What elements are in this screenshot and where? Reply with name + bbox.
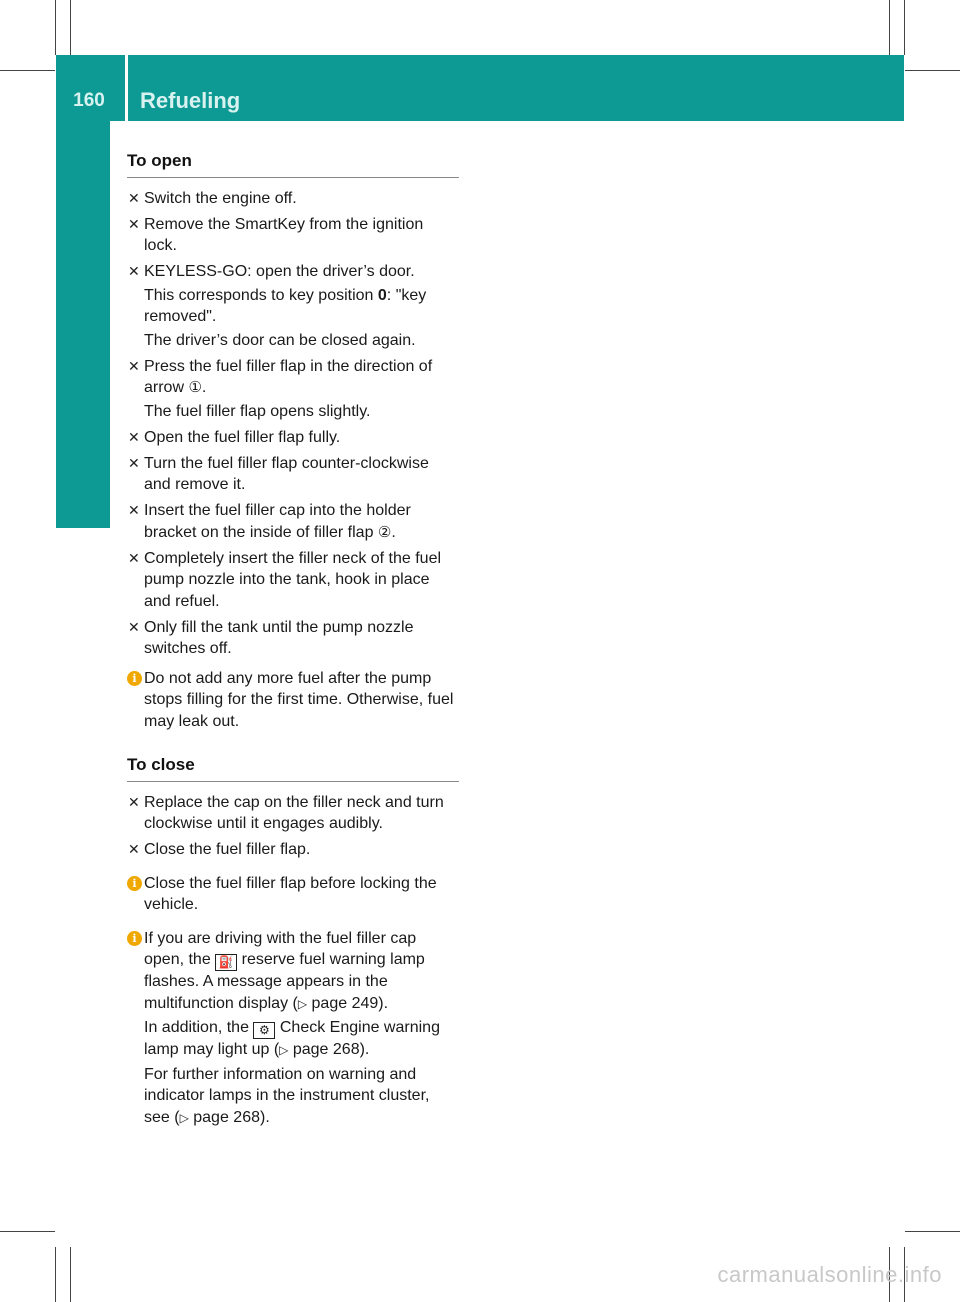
engine-icon: ⚙ <box>253 1022 275 1039</box>
step-arrow-icon: ✕ <box>128 793 140 810</box>
fuel-pump-icon: ⛽ <box>215 954 237 971</box>
header-divider <box>125 55 128 121</box>
note-text: Do not add any more fuel after the pump stops filling for the first time. Otherwise, fuel may leak out. <box>144 669 454 730</box>
step-text: Open the fuel filler flap fully. <box>144 428 341 446</box>
crop-mark <box>905 1231 960 1232</box>
step-item: ✕ Press the fuel filler flap in the direction of arrow ①. The fuel filler flap opens slightly. <box>127 356 459 423</box>
step-text: Close the fuel filler flap. <box>144 841 311 858</box>
step-subtext: The driver’s door can be closed again. <box>144 331 416 349</box>
crop-mark <box>905 70 960 71</box>
step-subtext <box>144 285 459 328</box>
crop-mark <box>904 0 905 55</box>
step-arrow-icon: ✕ <box>128 841 140 857</box>
crop-mark <box>55 0 56 55</box>
subtext-part: This corresponds to key position <box>144 286 378 304</box>
note-paragraph <box>144 1064 459 1130</box>
step-subtext: The fuel filler flap opens slightly. <box>144 402 371 420</box>
page-ref-icon: ▷ <box>297 996 308 1011</box>
section-title: Refueling <box>140 88 241 113</box>
note-text: For further information on warning and indicator lamps in the instrument cluster, see ( <box>144 1065 430 1126</box>
note-text: reserve fuel warning lamp flashes. A message appears in the multifunction display ( <box>144 951 425 1012</box>
step-text: Remove the SmartKey from the ignition lock. <box>144 215 424 254</box>
step-item <box>127 792 459 835</box>
step-text: Completely insert the filler neck of the fuel pump nozzle into the tank, hook in place and refuel. <box>144 549 442 610</box>
step-item <box>127 453 459 496</box>
page-number: 160 <box>73 90 105 111</box>
key-position: 0 <box>377 286 387 304</box>
note-text: page 249). <box>307 994 389 1012</box>
step-arrow-icon: ✕ <box>128 189 140 206</box>
note-paragraph <box>144 1017 459 1062</box>
step-arrow-icon: ✕ <box>128 454 140 471</box>
step-item <box>127 427 459 449</box>
step-arrow-icon: ✕ <box>128 215 140 232</box>
circled-two-icon: ② <box>377 523 392 541</box>
crop-mark <box>70 1247 71 1302</box>
step-arrow-icon: ✕ <box>128 618 140 635</box>
side-tab-label: Driving and parking <box>70 263 95 470</box>
note-text: page 268). <box>288 1041 370 1058</box>
step-item <box>127 261 459 351</box>
step-text: KEYLESS-GO: open the driver’s door. <box>144 263 415 280</box>
step-arrow-icon: ✕ <box>128 502 140 518</box>
info-icon: i <box>127 876 142 891</box>
step-text: Turn the fuel filler flap counter-clockwise and remove it. <box>144 454 429 493</box>
note-text: If you are driving with the fuel filler cap open, the <box>144 929 417 968</box>
step-arrow-icon: ✕ <box>128 549 140 566</box>
circled-one-icon: ① <box>188 379 202 396</box>
info-note <box>127 668 459 733</box>
step-item: ✕ Insert the fuel filler cap into the holder bracket on the inside of filler flap ②. <box>128 502 411 541</box>
step-text: Switch the engine off. <box>144 189 297 207</box>
step-arrow-icon: ✕ <box>128 263 140 279</box>
heading-to-open: To open <box>127 150 459 178</box>
step-item <box>127 548 459 613</box>
step-text: Insert the fuel filler cap into the holder bracket on the inside of filler flap <box>144 502 411 541</box>
note-text: page 268). <box>188 1108 270 1126</box>
step-item <box>127 839 459 861</box>
info-icon: i <box>127 671 142 686</box>
heading-to-close: To close <box>127 754 459 782</box>
step-text: Press the fuel filler flap in the direction of arrow <box>144 357 433 396</box>
watermark: carmanualsonline.info <box>717 1262 942 1287</box>
step-item <box>127 214 459 257</box>
note-paragraph <box>144 928 459 1016</box>
page-ref-icon: ▷ <box>279 1043 289 1057</box>
crop-mark <box>55 1247 56 1302</box>
note-text: Check Engine warning lamp may light up ( <box>144 1019 440 1058</box>
main-content <box>127 150 459 1133</box>
step-arrow-icon: ✕ <box>128 428 140 445</box>
crop-mark <box>0 70 55 71</box>
crop-mark <box>0 1231 55 1232</box>
step-text: Replace the cap on the filler neck and turn clockwise until it engages audibly. <box>144 793 444 832</box>
subtext-part: : "key removed". <box>144 286 427 325</box>
step-item <box>127 617 459 660</box>
note-text: In addition, the <box>144 1019 254 1036</box>
step-text: Only fill the tank until the pump nozzle switches off. <box>144 618 414 657</box>
step-item <box>127 188 459 210</box>
note-text: Close the fuel filler flap before locking the vehicle. <box>144 874 437 913</box>
info-note <box>127 873 459 916</box>
info-icon: i <box>127 931 142 946</box>
page-ref-icon: ▷ <box>179 1110 189 1125</box>
step-arrow-icon: ✕ <box>128 357 140 374</box>
crop-mark <box>889 0 890 55</box>
crop-mark <box>70 0 71 55</box>
info-note <box>127 928 459 1130</box>
